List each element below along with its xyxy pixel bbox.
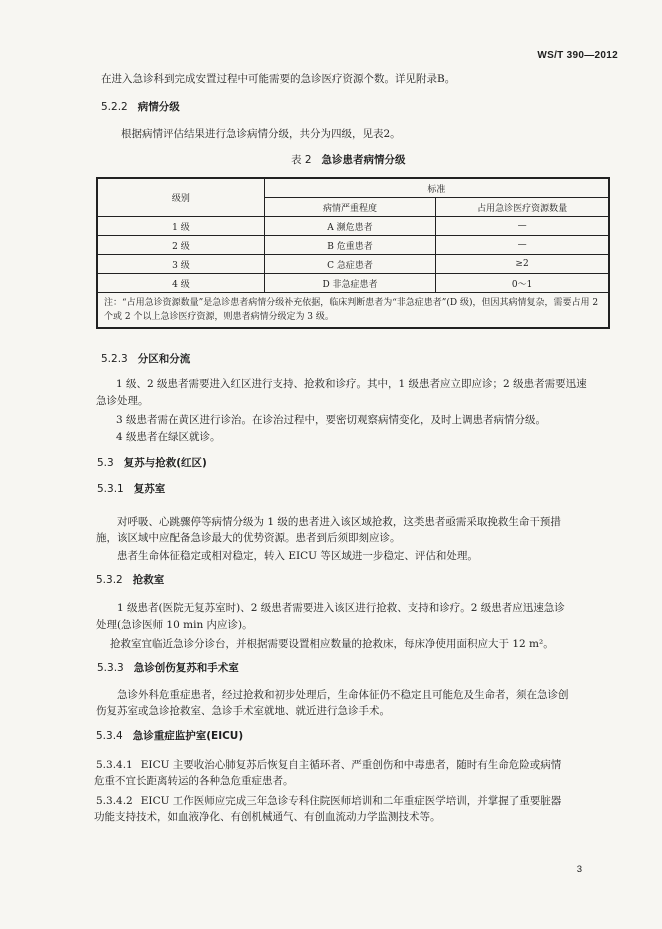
- clause-text: EICU 工作医师应完成三年急诊专科住院医师培训和二年重症医学培训，并掌握了重要脏器: [140, 795, 562, 807]
- clause-text: EICU 主要收治心肺复苏后恢复自主循环者、严重创伤和中毒患者，随时有生命危险或病情: [140, 759, 562, 771]
- table-caption-title: 急诊患者病情分级: [321, 154, 406, 166]
- heading-title: 抢救室: [132, 574, 165, 586]
- heading-5-3-4: [96, 728, 243, 743]
- page-number: 3: [576, 864, 582, 875]
- heading-number: 5.2.2: [101, 101, 128, 113]
- heading-5-2-3: [101, 351, 190, 366]
- heading-title: 急诊创伤复苏和手术室: [133, 662, 239, 674]
- paragraph-line: 3 级患者需在黄区进行诊治。在诊治过程中，要密切观察病情变化，及时上调患者病情分级。: [116, 414, 547, 426]
- standard-number: WS/T 390—2012: [537, 50, 618, 61]
- paragraph-line: 对呼吸、心跳骤停等病情分级为 1 级的患者进入该区域抢救，这类患者亟需采取挽救生命干预措: [117, 516, 561, 528]
- table-row: [97, 274, 609, 293]
- heading-5-3-2: [96, 572, 164, 587]
- heading-5-3-1: [97, 481, 165, 496]
- cell-level: 2 级: [97, 236, 264, 255]
- paragraph-line: 危重不宜长距离转运的各种急危重症患者。: [94, 775, 294, 787]
- paragraph-line: 4 级患者在绿区就诊。: [116, 431, 221, 443]
- clause-number: 5.3.4.2: [96, 795, 133, 807]
- cell-level: 1 级: [97, 217, 264, 236]
- paragraph-line: 1 级、2 级患者需要进入红区进行支持、抢救和诊疗。其中，1 级患者应立即应诊；2 级患者需要迅速: [116, 378, 587, 390]
- clause-5-3-4-2: [96, 794, 561, 808]
- paragraph-line: 1 级患者(医院无复苏室时)、2 级患者需要进入该区进行抢救、支持和诊疗。2 级患者应迅速急诊: [117, 602, 565, 614]
- table-row: [97, 217, 609, 236]
- table-caption: [291, 152, 406, 167]
- intro-line: 在进入急诊科到完成安置过程中可能需要的急诊医疗资源个数。详见附录B。: [101, 73, 456, 85]
- table-caption-number: 表 2: [291, 154, 312, 166]
- heading-5-2-2: [101, 99, 180, 114]
- table-header-row: [97, 178, 609, 198]
- heading-number: 5.3: [97, 457, 114, 469]
- clause-5-3-4-1: [96, 758, 561, 772]
- header-standard: 标准: [264, 178, 609, 198]
- heading-5-3: [97, 455, 207, 470]
- heading-title: 分区和分流: [137, 353, 191, 365]
- cell-level: 3 级: [97, 255, 264, 274]
- paragraph: 根据病情评估结果进行急诊病情分级，共分为四级，见表2。: [121, 128, 401, 140]
- cell-resources: —: [436, 217, 609, 236]
- cell-resources: —: [436, 236, 609, 255]
- heading-number: 5.3.2: [96, 574, 123, 586]
- table-row: [97, 255, 609, 274]
- paragraph-line: 处理(急诊医师 10 min 内应诊)。: [96, 619, 253, 631]
- cell-resources: 0～1: [436, 274, 609, 293]
- clause-number: 5.3.4.1: [96, 759, 133, 771]
- heading-number: 5.3.4: [96, 730, 123, 742]
- paragraph-line: 伤复苏室或急诊抢救室、急诊手术室就地、就近进行急诊手术。: [96, 705, 390, 717]
- heading-title: 病情分级: [137, 101, 180, 113]
- cell-severity: B 危重患者: [264, 236, 435, 255]
- paragraph-line: 施，该区域中应配备急诊最大的优势资源。患者到后须即刻应诊。: [96, 532, 401, 544]
- heading-title: 急诊重症监护室(EICU): [132, 730, 244, 742]
- table-note-row: [97, 293, 609, 329]
- heading-number: 5.3.1: [97, 483, 124, 495]
- cell-resources: ≥2: [436, 255, 609, 274]
- paragraph-line: 功能支持技术，如血液净化、有创机械通气、有创血流动力学监测技术等。: [94, 811, 441, 823]
- cell-severity: D 非急症患者: [264, 274, 435, 293]
- cell-severity: C 急症患者: [264, 255, 435, 274]
- heading-5-3-3: [97, 660, 239, 675]
- heading-number: 5.3.3: [97, 662, 124, 674]
- table-row: [97, 236, 609, 255]
- paragraph-line: 抢救室宜临近急诊分诊台，并根据需要设置相应数量的抢救床，每床净使用面积应大于 12 m²。: [110, 638, 554, 650]
- table-note: 注：“占用急诊资源数量”是急诊患者病情分级补充依据，临床判断患者为“非急症患者”(D 级)，但因其病情复杂，需要占用 2 个或 2 个以上急诊医疗资源，则患者病情分级定为 3 级。: [97, 293, 609, 329]
- heading-number: 5.2.3: [101, 353, 128, 365]
- heading-title: 复苏与抢救(红区): [123, 457, 207, 469]
- heading-title: 复苏室: [133, 483, 166, 495]
- paragraph-line: 急诊外科危重症患者，经过抢救和初步处理后，生命体征仍不稳定且可能危及生命者，须在急诊创: [117, 689, 569, 701]
- paragraph-line: 急诊处理。: [96, 395, 149, 407]
- cell-level: 4 级: [97, 274, 264, 293]
- severity-table: [96, 177, 610, 329]
- header-resources: 占用急诊医疗资源数量: [436, 198, 609, 217]
- header-severity: 病情严重程度: [264, 198, 435, 217]
- paragraph-line: 患者生命体征稳定或相对稳定，转入 EICU 等区域进一步稳定、评估和处理。: [117, 550, 478, 562]
- header-level: 级别: [97, 178, 264, 217]
- cell-severity: A 濒危患者: [264, 217, 435, 236]
